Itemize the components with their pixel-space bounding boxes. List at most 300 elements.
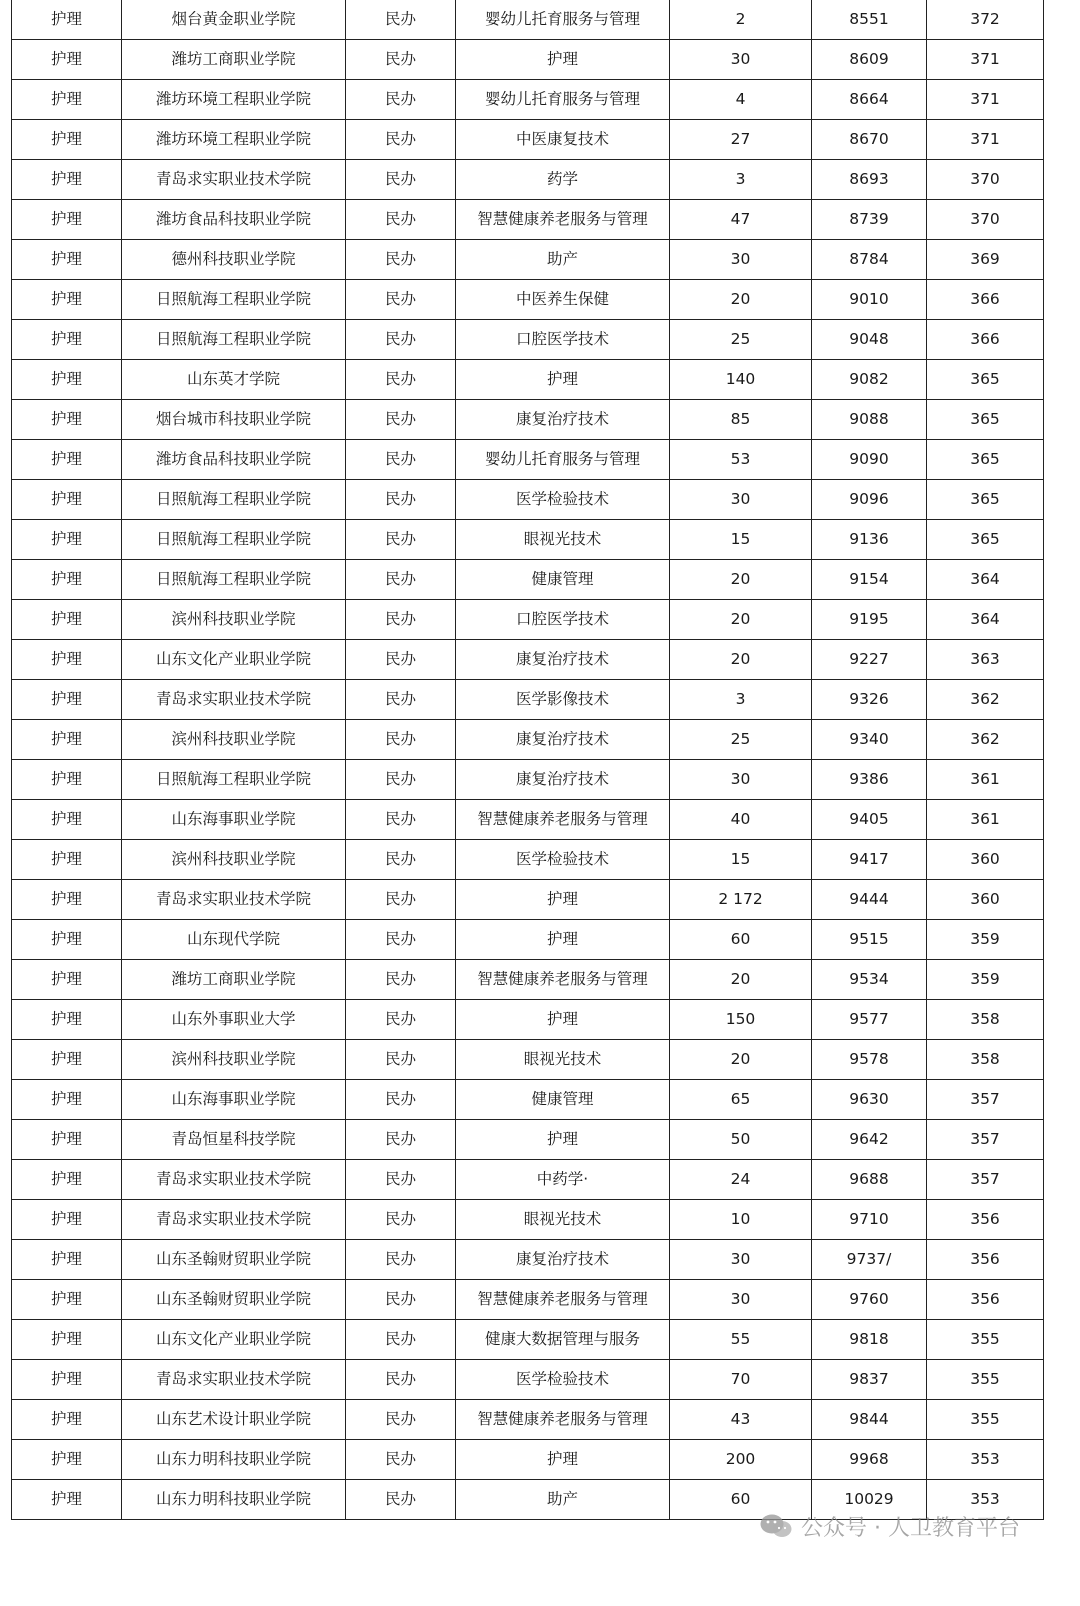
cell-major-group: 护理	[12, 880, 122, 920]
cell-score: 361	[927, 760, 1044, 800]
cell-school: 山东艺术设计职业学院	[122, 1400, 346, 1440]
cell-plan-count: 55	[670, 1320, 812, 1360]
cell-major-group: 护理	[12, 1200, 122, 1240]
cell-plan-count: 70	[670, 1360, 812, 1400]
cell-school-type: 民办	[346, 760, 456, 800]
cell-rank: 9386	[812, 760, 927, 800]
cell-school: 潍坊环境工程职业学院	[122, 80, 346, 120]
table-row	[12, 360, 1044, 400]
cell-major: 婴幼儿托育服务与管理	[456, 440, 670, 480]
cell-school: 潍坊食品科技职业学院	[122, 440, 346, 480]
cell-rank: 9195	[812, 600, 927, 640]
table-row	[12, 440, 1044, 480]
cell-major: 健康管理	[456, 560, 670, 600]
cell-plan-count: 47	[670, 200, 812, 240]
cell-score: 355	[927, 1360, 1044, 1400]
cell-major: 护理	[456, 1000, 670, 1040]
cell-major: 婴幼儿托育服务与管理	[456, 80, 670, 120]
cell-school-type: 民办	[346, 440, 456, 480]
cell-major: 中医康复技术	[456, 120, 670, 160]
cell-school: 山东海事职业学院	[122, 1080, 346, 1120]
cell-major: 医学检验技术	[456, 480, 670, 520]
cell-major: 健康管理	[456, 1080, 670, 1120]
cell-score: 364	[927, 600, 1044, 640]
cell-rank: 9760	[812, 1280, 927, 1320]
cell-rank: 9837	[812, 1360, 927, 1400]
cell-school: 滨州科技职业学院	[122, 1040, 346, 1080]
cell-school-type: 民办	[346, 1160, 456, 1200]
cell-rank: 9082	[812, 360, 927, 400]
cell-major: 药学	[456, 160, 670, 200]
cell-major: 中医养生保健	[456, 280, 670, 320]
cell-plan-count: 20	[670, 640, 812, 680]
cell-school: 山东圣翰财贸职业学院	[122, 1280, 346, 1320]
cell-school-type: 民办	[346, 1320, 456, 1360]
cell-major: 康复治疗技术	[456, 640, 670, 680]
cell-plan-count: 20	[670, 280, 812, 320]
cell-school-type: 民办	[346, 960, 456, 1000]
cell-major-group: 护理	[12, 440, 122, 480]
cell-school: 青岛求实职业技术学院	[122, 880, 346, 920]
cell-rank: 9688	[812, 1160, 927, 1200]
cell-rank: 9578	[812, 1040, 927, 1080]
cell-plan-count: 4	[670, 80, 812, 120]
cell-rank: 8670	[812, 120, 927, 160]
cell-score: 355	[927, 1320, 1044, 1360]
cell-major-group: 护理	[12, 1440, 122, 1480]
cell-rank: 9417	[812, 840, 927, 880]
cell-score: 362	[927, 680, 1044, 720]
cell-score: 357	[927, 1160, 1044, 1200]
cell-school-type: 民办	[346, 1480, 456, 1520]
cell-major: 康复治疗技术	[456, 760, 670, 800]
cell-major-group: 护理	[12, 600, 122, 640]
cell-school-type: 民办	[346, 1360, 456, 1400]
cell-rank: 10029	[812, 1480, 927, 1520]
table-row	[12, 1320, 1044, 1360]
cell-plan-count: 25	[670, 720, 812, 760]
cell-plan-count: 200	[670, 1440, 812, 1480]
cell-school-type: 民办	[346, 1080, 456, 1120]
table-row	[12, 1120, 1044, 1160]
table-row	[12, 640, 1044, 680]
cell-score: 365	[927, 520, 1044, 560]
cell-major-group: 护理	[12, 1400, 122, 1440]
cell-school-type: 民办	[346, 680, 456, 720]
cell-rank: 8784	[812, 240, 927, 280]
cell-major: 口腔医学技术	[456, 320, 670, 360]
cell-plan-count: 43	[670, 1400, 812, 1440]
cell-rank: 9090	[812, 440, 927, 480]
cell-score: 371	[927, 120, 1044, 160]
cell-major: 护理	[456, 880, 670, 920]
cell-score: 360	[927, 880, 1044, 920]
table-row	[12, 1040, 1044, 1080]
cell-score: 363	[927, 640, 1044, 680]
table-row	[12, 920, 1044, 960]
cell-plan-count: 3	[670, 680, 812, 720]
cell-plan-count: 3	[670, 160, 812, 200]
cell-school: 潍坊环境工程职业学院	[122, 120, 346, 160]
table-row	[12, 1200, 1044, 1240]
cell-major-group: 护理	[12, 560, 122, 600]
cell-major: 康复治疗技术	[456, 1240, 670, 1280]
cell-major: 护理	[456, 360, 670, 400]
cell-rank: 9534	[812, 960, 927, 1000]
cell-plan-count: 2 172	[670, 880, 812, 920]
cell-major-group: 护理	[12, 920, 122, 960]
cell-score: 361	[927, 800, 1044, 840]
cell-school-type: 民办	[346, 120, 456, 160]
cell-rank: 9326	[812, 680, 927, 720]
cell-score: 353	[927, 1480, 1044, 1520]
table-row	[12, 960, 1044, 1000]
cell-major: 健康大数据管理与服务	[456, 1320, 670, 1360]
cell-school: 山东英才学院	[122, 360, 346, 400]
cell-major: 康复治疗技术	[456, 400, 670, 440]
table-row	[12, 1240, 1044, 1280]
cell-plan-count: 30	[670, 480, 812, 520]
cell-school-type: 民办	[346, 400, 456, 440]
table-row	[12, 1400, 1044, 1440]
cell-school: 日照航海工程职业学院	[122, 520, 346, 560]
cell-major-group: 护理	[12, 680, 122, 720]
cell-plan-count: 40	[670, 800, 812, 840]
cell-major: 眼视光技术	[456, 1040, 670, 1080]
cell-major-group: 护理	[12, 960, 122, 1000]
cell-score: 372	[927, 0, 1044, 40]
cell-school-type: 民办	[346, 80, 456, 120]
cell-plan-count: 20	[670, 1040, 812, 1080]
cell-plan-count: 15	[670, 520, 812, 560]
cell-school: 日照航海工程职业学院	[122, 480, 346, 520]
cell-score: 353	[927, 1440, 1044, 1480]
table-row	[12, 840, 1044, 880]
cell-school-type: 民办	[346, 800, 456, 840]
cell-school-type: 民办	[346, 360, 456, 400]
cell-major: 婴幼儿托育服务与管理	[456, 0, 670, 40]
cell-major: 护理	[456, 920, 670, 960]
table-row	[12, 1360, 1044, 1400]
cell-school-type: 民办	[346, 1440, 456, 1480]
cell-major-group: 护理	[12, 520, 122, 560]
table-body	[12, 0, 1044, 1520]
cell-score: 371	[927, 40, 1044, 80]
cell-score: 355	[927, 1400, 1044, 1440]
cell-school-type: 民办	[346, 1200, 456, 1240]
cell-rank: 9818	[812, 1320, 927, 1360]
cell-rank: 8551	[812, 0, 927, 40]
cell-school-type: 民办	[346, 240, 456, 280]
table-row	[12, 1440, 1044, 1480]
cell-rank: 8664	[812, 80, 927, 120]
cell-rank: 9136	[812, 520, 927, 560]
cell-school: 潍坊食品科技职业学院	[122, 200, 346, 240]
cell-score: 366	[927, 280, 1044, 320]
cell-rank: 9096	[812, 480, 927, 520]
cell-school: 青岛求实职业技术学院	[122, 1160, 346, 1200]
cell-score: 362	[927, 720, 1044, 760]
table-row	[12, 1080, 1044, 1120]
cell-school-type: 民办	[346, 840, 456, 880]
table-row	[12, 200, 1044, 240]
cell-school-type: 民办	[346, 480, 456, 520]
cell-major: 智慧健康养老服务与管理	[456, 200, 670, 240]
cell-school: 青岛恒星科技学院	[122, 1120, 346, 1160]
table-row	[12, 880, 1044, 920]
cell-score: 364	[927, 560, 1044, 600]
watermark-text: 公众号 · 人卫教育平台	[801, 1515, 1020, 1541]
cell-school: 日照航海工程职业学院	[122, 760, 346, 800]
cell-score: 370	[927, 200, 1044, 240]
cell-school: 山东圣翰财贸职业学院	[122, 1240, 346, 1280]
table-row	[12, 120, 1044, 160]
cell-rank: 9642	[812, 1120, 927, 1160]
admission-score-table	[11, 0, 1044, 1520]
cell-school-type: 民办	[346, 1280, 456, 1320]
cell-school: 德州科技职业学院	[122, 240, 346, 280]
cell-school: 日照航海工程职业学院	[122, 320, 346, 360]
cell-score: 365	[927, 360, 1044, 400]
cell-major-group: 护理	[12, 120, 122, 160]
cell-school: 滨州科技职业学院	[122, 840, 346, 880]
table-row	[12, 320, 1044, 360]
cell-school-type: 民办	[346, 40, 456, 80]
cell-major-group: 护理	[12, 400, 122, 440]
cell-major-group: 护理	[12, 480, 122, 520]
cell-school-type: 民办	[346, 880, 456, 920]
cell-school: 滨州科技职业学院	[122, 600, 346, 640]
cell-plan-count: 20	[670, 560, 812, 600]
table-row	[12, 80, 1044, 120]
cell-school: 山东力明科技职业学院	[122, 1440, 346, 1480]
cell-plan-count: 85	[670, 400, 812, 440]
cell-major-group: 护理	[12, 1240, 122, 1280]
cell-school: 潍坊工商职业学院	[122, 960, 346, 1000]
cell-rank: 9515	[812, 920, 927, 960]
cell-school: 日照航海工程职业学院	[122, 560, 346, 600]
cell-rank: 9710	[812, 1200, 927, 1240]
cell-major-group: 护理	[12, 1280, 122, 1320]
cell-rank: 9088	[812, 400, 927, 440]
cell-score: 365	[927, 440, 1044, 480]
cell-major: 医学检验技术	[456, 840, 670, 880]
cell-major: 口腔医学技术	[456, 600, 670, 640]
cell-rank: 8739	[812, 200, 927, 240]
cell-score: 356	[927, 1200, 1044, 1240]
cell-rank: 9844	[812, 1400, 927, 1440]
cell-plan-count: 30	[670, 40, 812, 80]
table-row	[12, 760, 1044, 800]
cell-major-group: 护理	[12, 760, 122, 800]
cell-plan-count: 60	[670, 1480, 812, 1520]
cell-school-type: 民办	[346, 520, 456, 560]
cell-score: 357	[927, 1080, 1044, 1120]
cell-major-group: 护理	[12, 1320, 122, 1360]
cell-major: 助产	[456, 1480, 670, 1520]
cell-school: 青岛求实职业技术学院	[122, 1200, 346, 1240]
table-row	[12, 800, 1044, 840]
cell-school: 青岛求实职业技术学院	[122, 160, 346, 200]
cell-school-type: 民办	[346, 560, 456, 600]
cell-score: 357	[927, 1120, 1044, 1160]
cell-school: 青岛求实职业技术学院	[122, 680, 346, 720]
cell-major: 康复治疗技术	[456, 720, 670, 760]
cell-school: 日照航海工程职业学院	[122, 280, 346, 320]
cell-plan-count: 25	[670, 320, 812, 360]
cell-major-group: 护理	[12, 1480, 122, 1520]
table-row	[12, 160, 1044, 200]
cell-major-group: 护理	[12, 80, 122, 120]
cell-rank: 9154	[812, 560, 927, 600]
cell-major: 助产	[456, 240, 670, 280]
cell-school-type: 民办	[346, 640, 456, 680]
cell-major-group: 护理	[12, 1040, 122, 1080]
cell-school-type: 民办	[346, 160, 456, 200]
cell-score: 358	[927, 1000, 1044, 1040]
table-row	[12, 1160, 1044, 1200]
cell-major: 中药学·	[456, 1160, 670, 1200]
cell-major-group: 护理	[12, 280, 122, 320]
cell-rank: 9405	[812, 800, 927, 840]
cell-major: 智慧健康养老服务与管理	[456, 800, 670, 840]
cell-plan-count: 150	[670, 1000, 812, 1040]
cell-major: 智慧健康养老服务与管理	[456, 1400, 670, 1440]
cell-school: 潍坊工商职业学院	[122, 40, 346, 80]
cell-major-group: 护理	[12, 1160, 122, 1200]
cell-plan-count: 65	[670, 1080, 812, 1120]
cell-plan-count: 30	[670, 760, 812, 800]
cell-plan-count: 24	[670, 1160, 812, 1200]
cell-major-group: 护理	[12, 800, 122, 840]
table-row	[12, 280, 1044, 320]
cell-major: 眼视光技术	[456, 520, 670, 560]
cell-major-group: 护理	[12, 320, 122, 360]
cell-major-group: 护理	[12, 1120, 122, 1160]
cell-school: 山东现代学院	[122, 920, 346, 960]
table-row	[12, 680, 1044, 720]
cell-school-type: 民办	[346, 1000, 456, 1040]
cell-plan-count: 20	[670, 960, 812, 1000]
cell-rank: 9968	[812, 1440, 927, 1480]
cell-major: 医学影像技术	[456, 680, 670, 720]
cell-plan-count: 2	[670, 0, 812, 40]
cell-major: 护理	[456, 40, 670, 80]
cell-rank: 9340	[812, 720, 927, 760]
cell-school-type: 民办	[346, 320, 456, 360]
cell-plan-count: 30	[670, 240, 812, 280]
cell-score: 366	[927, 320, 1044, 360]
table-row	[12, 1480, 1044, 1520]
cell-school: 山东力明科技职业学院	[122, 1480, 346, 1520]
table-row	[12, 240, 1044, 280]
table-row	[12, 0, 1044, 40]
cell-plan-count: 60	[670, 920, 812, 960]
cell-major-group: 护理	[12, 720, 122, 760]
cell-score: 359	[927, 960, 1044, 1000]
cell-score: 370	[927, 160, 1044, 200]
cell-rank: 9010	[812, 280, 927, 320]
cell-major: 眼视光技术	[456, 1200, 670, 1240]
cell-plan-count: 30	[670, 1240, 812, 1280]
cell-plan-count: 53	[670, 440, 812, 480]
cell-school: 山东外事职业大学	[122, 1000, 346, 1040]
cell-school: 青岛求实职业技术学院	[122, 1360, 346, 1400]
cell-school: 烟台城市科技职业学院	[122, 400, 346, 440]
cell-rank: 8693	[812, 160, 927, 200]
table-row	[12, 400, 1044, 440]
cell-major-group: 护理	[12, 1360, 122, 1400]
cell-major-group: 护理	[12, 360, 122, 400]
cell-school-type: 民办	[346, 280, 456, 320]
cell-school-type: 民办	[346, 200, 456, 240]
cell-school-type: 民办	[346, 600, 456, 640]
cell-rank: 9577	[812, 1000, 927, 1040]
cell-school-type: 民办	[346, 1040, 456, 1080]
cell-major-group: 护理	[12, 40, 122, 80]
cell-rank: 9737/	[812, 1240, 927, 1280]
cell-score: 365	[927, 400, 1044, 440]
cell-plan-count: 30	[670, 1280, 812, 1320]
cell-school-type: 民办	[346, 1120, 456, 1160]
cell-plan-count: 50	[670, 1120, 812, 1160]
table-container	[11, 0, 1043, 1520]
cell-major-group: 护理	[12, 840, 122, 880]
table-row	[12, 560, 1044, 600]
cell-school-type: 民办	[346, 1240, 456, 1280]
cell-school: 山东海事职业学院	[122, 800, 346, 840]
cell-major-group: 护理	[12, 160, 122, 200]
cell-school: 烟台黄金职业学院	[122, 0, 346, 40]
cell-rank: 9048	[812, 320, 927, 360]
cell-major: 医学检验技术	[456, 1360, 670, 1400]
cell-plan-count: 140	[670, 360, 812, 400]
cell-major-group: 护理	[12, 640, 122, 680]
cell-rank: 8609	[812, 40, 927, 80]
cell-school-type: 民办	[346, 720, 456, 760]
cell-major-group: 护理	[12, 1000, 122, 1040]
cell-school: 山东文化产业职业学院	[122, 1320, 346, 1360]
cell-school-type: 民办	[346, 0, 456, 40]
cell-plan-count: 27	[670, 120, 812, 160]
cell-rank: 9444	[812, 880, 927, 920]
cell-rank: 9630	[812, 1080, 927, 1120]
table-row	[12, 40, 1044, 80]
cell-major-group: 护理	[12, 0, 122, 40]
cell-score: 360	[927, 840, 1044, 880]
table-row	[12, 1280, 1044, 1320]
cell-school-type: 民办	[346, 920, 456, 960]
cell-major-group: 护理	[12, 200, 122, 240]
cell-score: 371	[927, 80, 1044, 120]
table-row	[12, 520, 1044, 560]
table-row	[12, 720, 1044, 760]
table-row	[12, 1000, 1044, 1040]
cell-major-group: 护理	[12, 240, 122, 280]
cell-score: 365	[927, 480, 1044, 520]
cell-rank: 9227	[812, 640, 927, 680]
cell-score: 358	[927, 1040, 1044, 1080]
cell-school: 滨州科技职业学院	[122, 720, 346, 760]
table-row	[12, 480, 1044, 520]
cell-score: 359	[927, 920, 1044, 960]
cell-major: 护理	[456, 1120, 670, 1160]
table-row	[12, 600, 1044, 640]
cell-school: 山东文化产业职业学院	[122, 640, 346, 680]
cell-major: 护理	[456, 1440, 670, 1480]
cell-major: 智慧健康养老服务与管理	[456, 1280, 670, 1320]
cell-plan-count: 20	[670, 600, 812, 640]
